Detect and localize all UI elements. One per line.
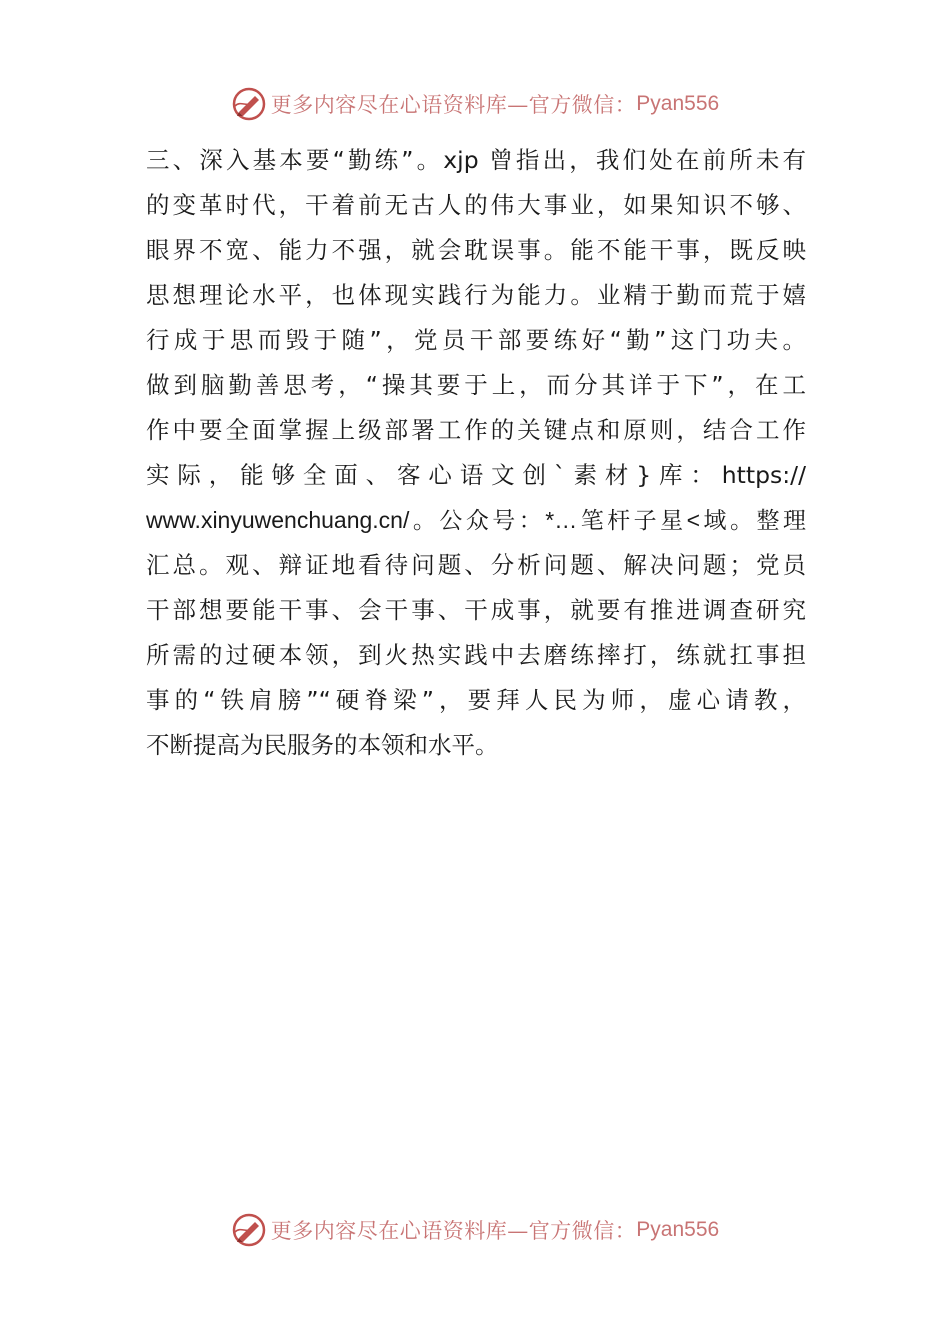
paragraph-line: 眼界不宽、能力不强，就会耽误事。能不能干事，既反映 (146, 236, 806, 264)
paragraph-line: 三、深入基本要“勤练”。xjp 曾指出，我们处在前所未有 (146, 146, 806, 174)
pen-logo-icon (231, 1212, 267, 1248)
footer-banner-text: 更多内容尽在心语资料库—官方微信： (270, 1219, 637, 1243)
paragraph-line: 做到脑勤善思考，“操其要于上，而分其详于下”，在工 (146, 371, 806, 399)
footer-banner (0, 1210, 950, 1250)
header-banner-text: 更多内容尽在心语资料库—官方微信： (270, 93, 637, 117)
paragraph-line: 思想理论水平，也体现实践行为能力。业精于勤而荒于嬉 (146, 281, 806, 309)
header-wechat-id: Pyan556 (636, 92, 720, 115)
paragraph-line: 作中要全面掌握上级部署工作的关键点和原则，结合工作 (146, 416, 806, 444)
paragraph-line-url: www.xinyuwenchuang.cn/。公众号：*…笔杆子星<域。整理 (146, 507, 806, 533)
pen-logo-icon (231, 86, 267, 122)
paragraph-line: 干部想要能干事、会干事、干成事，就要有推进调查研究 (146, 596, 806, 624)
paragraph-line-last: 不断提高为民服务的本领和水平。 (146, 731, 499, 759)
header-banner (0, 84, 950, 124)
paragraph-line: 的变革时代，干着前无古人的伟大事业，如果知识不够、 (146, 191, 806, 219)
paragraph-line: 汇总。观、辩证地看待问题、分析问题、解决问题；党员 (146, 551, 806, 579)
footer-wechat-id: Pyan556 (636, 1218, 720, 1241)
paragraph-line: 事的“铁肩膀”“硬脊梁”，要拜人民为师，虚心请教， (146, 686, 806, 714)
paragraph-line: 行成于思而毁于随”，党员干部要练好“勤”这门功夫。 (146, 326, 806, 354)
paragraph-line: 实际，能够全面、客心语文创`素材}库：https:// (146, 461, 806, 489)
paragraph-line: 所需的过硬本领，到火热实践中去磨练摔打，练就扛事担 (146, 641, 806, 669)
document-body (146, 138, 806, 768)
